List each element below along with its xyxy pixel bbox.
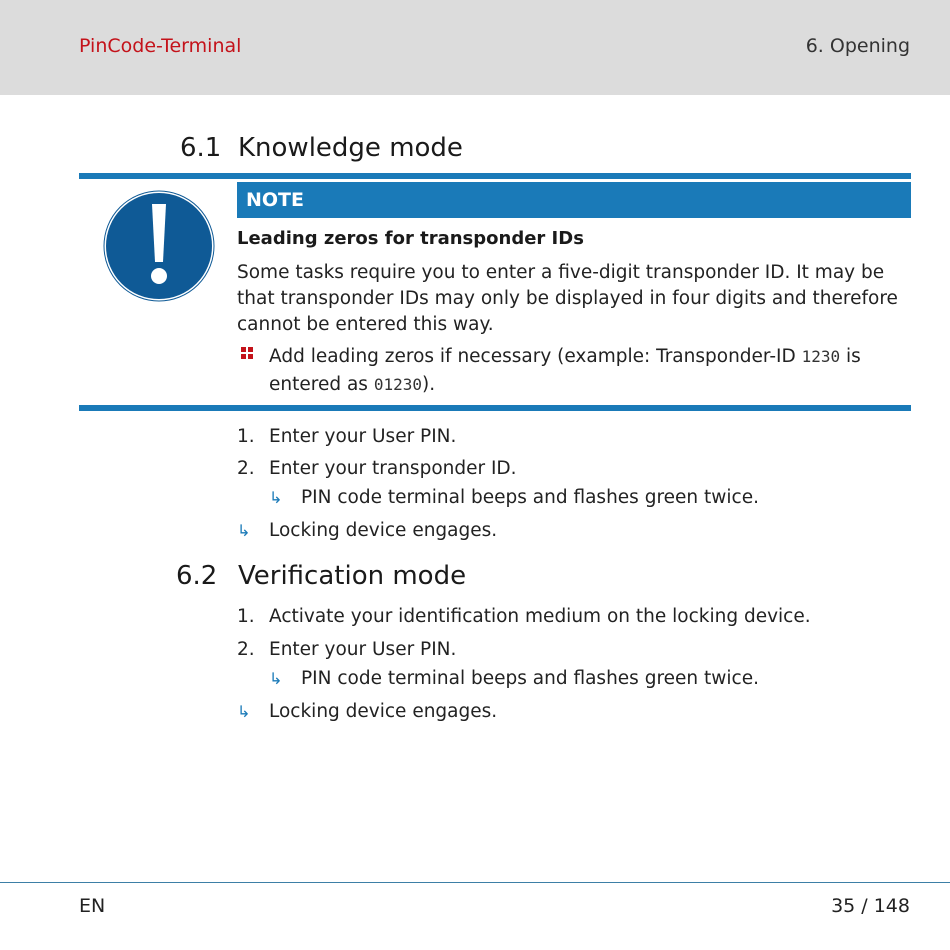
note-action-text-mid: is entered as xyxy=(269,346,861,395)
step-text: Enter your transponder ID. xyxy=(269,458,517,479)
section-title: Knowledge mode xyxy=(238,133,463,163)
note-heading: Leading zeros for transponder IDs xyxy=(237,228,584,249)
final-result-text: Locking device engages. xyxy=(269,701,498,722)
result-arrow-icon: ↳ xyxy=(237,521,251,540)
result-arrow-icon: ↳ xyxy=(237,702,251,721)
note-label-bar: NOTE xyxy=(237,182,911,218)
step-number: 1. xyxy=(237,606,255,627)
result-arrow-icon: ↳ xyxy=(269,488,283,507)
section-number: 6.2 xyxy=(176,561,218,591)
section-number: 6.1 xyxy=(180,133,222,163)
step-text: Enter your User PIN. xyxy=(269,426,457,447)
step-result-text: PIN code terminal beeps and flashes green twice. xyxy=(301,487,759,508)
red-square-bullet-icon xyxy=(241,347,253,359)
footer-rule xyxy=(0,882,950,883)
product-name: PinCode-Terminal xyxy=(79,35,242,57)
note-bottom-rule xyxy=(79,405,911,411)
step-text: Activate your identification medium on the locking device. xyxy=(269,606,811,627)
code-example-2: 01230 xyxy=(373,375,422,394)
note-action xyxy=(269,343,899,399)
exclamation-circle-icon xyxy=(103,190,215,302)
step-result-text: PIN code terminal beeps and flashes green twice. xyxy=(301,668,759,689)
code-example-1: 1230 xyxy=(801,347,841,366)
language-code: EN xyxy=(79,895,106,917)
step-number: 2. xyxy=(237,458,255,479)
step-text: Enter your User PIN. xyxy=(269,639,457,660)
note-top-rule xyxy=(79,173,911,179)
page-number: 35 / 148 xyxy=(831,895,910,917)
final-result-text: Locking device engages. xyxy=(269,520,498,541)
section-title: Verification mode xyxy=(238,561,467,591)
result-arrow-icon: ↳ xyxy=(269,669,283,688)
step-number: 1. xyxy=(237,426,255,447)
note-action-text: Add leading zeros if necessary (example: Transponder-ID xyxy=(269,346,802,367)
note-body: Some tasks require you to enter a five-digit transponder ID. It may be that transponder IDs may only be displayed in four digits and therefore cannot be entered this way. xyxy=(237,262,898,335)
chapter-title: 6. Opening xyxy=(805,35,910,57)
page-header xyxy=(0,0,950,95)
note-action-text-end: ). xyxy=(421,374,436,395)
step-number: 2. xyxy=(237,639,255,660)
